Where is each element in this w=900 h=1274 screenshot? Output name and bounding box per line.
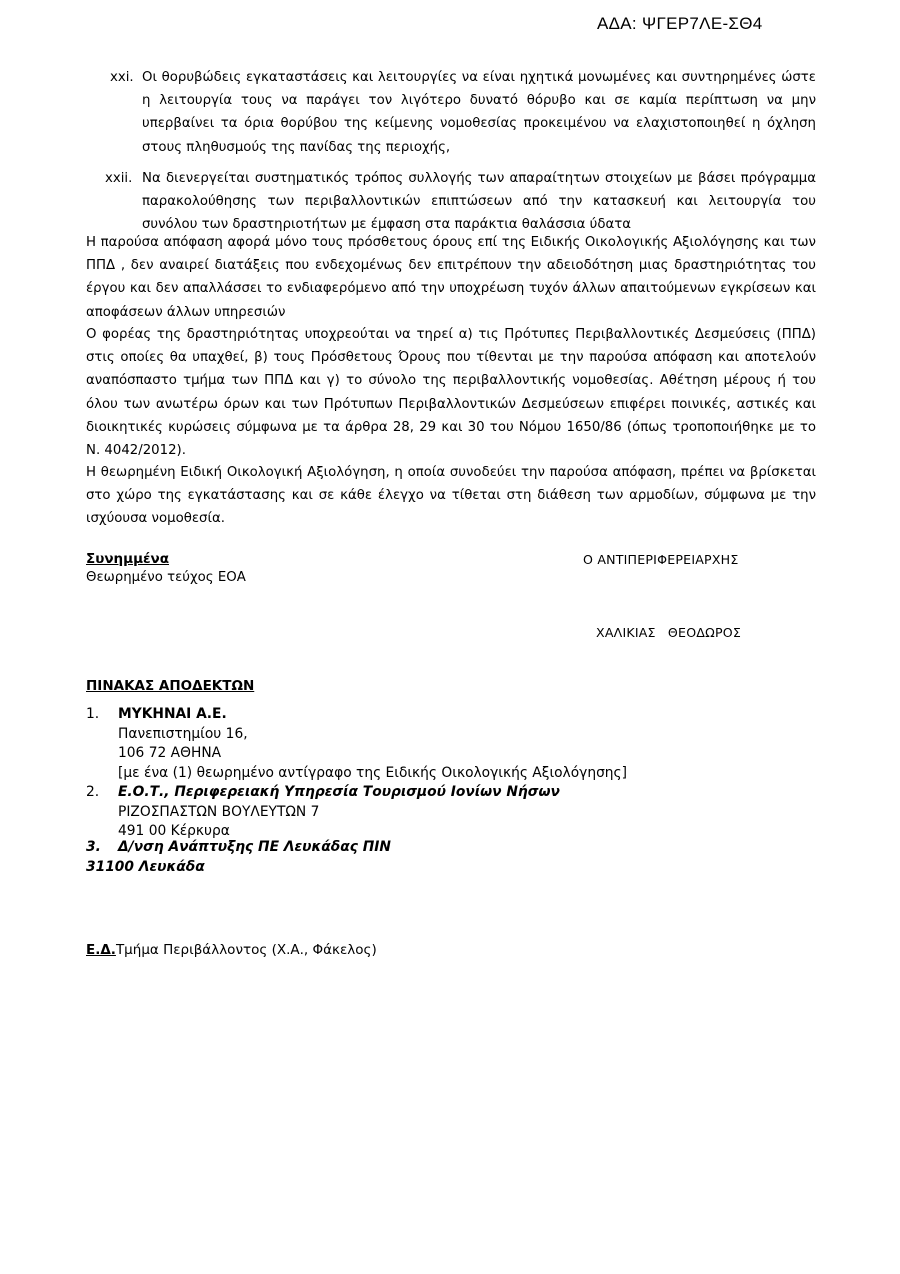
signatory-name: ΧΑΛΙΚΙΑΣ ΘΕΟΔΩΡΟΣ	[596, 625, 742, 640]
recipient-city: 31100 Λευκάδα	[86, 858, 205, 875]
internal-distribution-label: Ε.Δ.	[86, 942, 116, 958]
recipient-city: 491 00 Κέρκυρα	[118, 823, 230, 839]
signatory-title: Ο ΑΝΤΙΠΕΡΙΦΕΡΕΙΑΡΧΗΣ	[583, 552, 739, 567]
recipient-3	[86, 838, 391, 877]
ada-code: ΑΔΑ: ΨΓΕΡ7ΛΕ-ΣΘ4	[597, 14, 763, 33]
terms-list	[86, 66, 816, 244]
list-item-text: Οι θορυβώδεις εγκαταστάσεις και λειτουργίες να είναι ηχητικά μονωμένες και συντηρημένες ώστε η λειτουργία τους να παράγει τον λιγότερο δυνατό θόρυβο και σε καμία περίπτωση να μην υπερβαίνει τα όρια θορύβου της κείμενης νομοθεσίας προκειμένου να ελαχιστοποιηθεί η όχληση στους πληθυσμούς της πανίδας της περιοχής,	[142, 70, 816, 155]
list-item	[86, 167, 816, 237]
recipient-address: ΡΙΖΟΣΠΑΣΤΩΝ ΒΟΥΛΕΥΤΩΝ 7	[118, 803, 320, 820]
recipient-2	[86, 783, 560, 842]
recipient-number: 1.	[86, 706, 100, 722]
paragraph-eoa: Η θεωρημένη Ειδική Οικολογική Αξιολόγηση, η οποία συνοδεύει την παρούσα απόφαση, πρέπει να βρίσκεται στο χώρο της εγκατάστασης και σε κάθε έλεγχο να τίθεται στη διάθεση των αρμοδίων, σύμφωνα με την ισχύουσα νομοθεσία.	[86, 465, 816, 527]
recipient-1	[86, 705, 627, 783]
recipients-heading: ΠΙΝΑΚΑΣ ΑΠΟΔΕΚΤΩΝ	[86, 678, 255, 694]
recipient-note: [με ένα (1) θεωρημένο αντίγραφο της Ειδικής Οικολογικής Αξιολόγησης]	[118, 764, 628, 781]
paragraph-scope: Η παρούσα απόφαση αφορά μόνο τους πρόσθετους όρους επί της Ειδικής Οικολογικής Αξιολόγησης και των ΠΠΔ , δεν αναιρεί διατάξεις που ενδεχομένως δεν επιτρέπουν την αδειοδότηση μιας δραστηριότητας του έργου και δεν απαλλάσσει το ενδιαφερόμενο από την υποχρέωση τυχόν άλλων απαιτούμενων εγκρίσεων και αποφάσεων άλλων υπηρεσιών	[86, 235, 816, 320]
recipient-name: Δ/νση Ανάπτυξης ΠΕ Λευκάδας ΠΙΝ	[118, 839, 391, 855]
recipient-name: ΜΥΚΗΝΑΙ Α.Ε.	[118, 706, 227, 722]
recipient-name: Ε.Ο.Τ., Περιφερειακή Υπηρεσία Τουρισμού Ιονίων Νήσων	[118, 784, 560, 800]
attachments-heading: Συνημμένα	[86, 551, 169, 567]
paragraph-obligations: Ο φορέας της δραστηριότητας υποχρεούται να τηρεί α) τις Πρότυπες Περιβαλλοντικές Δεσμεύσεις (ΠΠΔ) στις οποίες θα υπαχθεί, β) τους Πρόσθετους Όρους που τίθενται με την παρούσα απόφαση και αποτελούν αναπόσπαστο τμήμα των ΠΠΔ και γ) το σύνολο της περιβαλλοντικής νομοθεσίας. Αθέτηση μέρους ή του όλου των ανωτέρω όρων και των Πρότυπων Περιβαλλοντικών Δεσμεύσεων επιφέρει ποινικές, αστικές και διοικητικές κυρώσεις σύμφωνα με τα άρθρα 28, 29 και 30 του Νόμου 1650/86 (όπως τροποποιήθηκε με το Ν. 4042/2012).	[86, 327, 816, 459]
list-item	[86, 66, 816, 159]
attachments-item: Θεωρημένο τεύχος ΕΟΑ	[86, 570, 246, 585]
list-item-number: xxii.	[105, 170, 133, 186]
list-item-number: xxi.	[110, 70, 134, 85]
recipient-number: 3.	[86, 839, 101, 855]
recipient-number: 2.	[86, 784, 100, 800]
recipient-city: 106 72 ΑΘΗΝΑ	[118, 745, 222, 761]
internal-distribution	[86, 942, 377, 958]
list-item-text: Να διενεργείται συστηματικός τρόπος συλλογής των απαραίτητων στοιχείων με βάσει πρόγραμμα παρακολούθησης των περιβαλλοντικών επιπτώσεων από την κατασκευή και λειτουργία του συνόλου των δραστηριοτήτων με έμφαση στα παράκτια θαλάσσια ύδατα	[142, 170, 816, 233]
recipient-address: Πανεπιστημίου 16,	[118, 725, 248, 742]
internal-distribution-text: Τμήμα Περιβάλλοντος (Χ.Α., Φάκελος)	[115, 942, 377, 958]
